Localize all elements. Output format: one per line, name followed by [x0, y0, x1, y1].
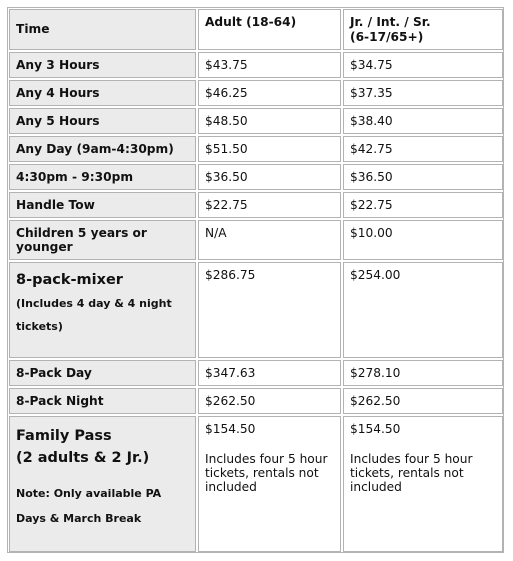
row-label	[9, 108, 196, 134]
adult-price	[198, 52, 341, 78]
header-adult-label: Adult (18-64)	[205, 15, 297, 29]
adult-price	[198, 262, 341, 358]
row-label	[9, 220, 196, 260]
row-label-text: Any 4 Hours	[16, 86, 100, 100]
row-label	[9, 136, 196, 162]
row-label	[9, 416, 196, 552]
adult-price-text: $51.50	[205, 142, 248, 156]
adult-price-text: $36.50	[205, 170, 248, 184]
adult-price	[198, 136, 341, 162]
adult-price-text: $22.75	[205, 198, 248, 212]
row-label-text: Any 3 Hours	[16, 58, 100, 72]
junior-price	[343, 108, 503, 134]
junior-price-text: $254.00	[350, 268, 401, 282]
junior-price	[343, 164, 503, 190]
row-label-text: Any 5 Hours	[16, 114, 100, 128]
row-label	[9, 80, 196, 106]
header-time	[9, 9, 196, 50]
row-label	[9, 360, 196, 386]
junior-price	[343, 220, 503, 260]
row-label	[9, 52, 196, 78]
junior-price	[343, 388, 503, 414]
adult-price	[198, 164, 341, 190]
header-junior	[343, 9, 503, 50]
row-label-text: Family Pass	[16, 428, 112, 444]
junior-price-text: $42.75	[350, 142, 393, 156]
adult-price-text: $262.50	[205, 394, 256, 408]
adult-price-text: $154.50	[205, 422, 256, 436]
junior-price-text: $262.50	[350, 394, 401, 408]
adult-price-detail: Includes four 5 hour tickets, rentals not included	[205, 452, 328, 494]
ticket-price-table	[7, 7, 504, 553]
junior-price-text: $278.10	[350, 366, 401, 380]
junior-price-text: $154.50	[350, 422, 401, 436]
junior-price	[343, 80, 503, 106]
adult-price	[198, 388, 341, 414]
header-adult	[198, 9, 341, 50]
header-junior-line2: (6-17/65+)	[350, 30, 424, 44]
adult-price-text: $43.75	[205, 58, 248, 72]
row-label-text: Any Day (9am-4:30pm)	[16, 142, 174, 156]
row-label-text: 8-Pack Day	[16, 366, 92, 380]
adult-price	[198, 220, 341, 260]
row-label-text: Handle Tow	[16, 198, 95, 212]
junior-price	[343, 262, 503, 358]
adult-price	[198, 80, 341, 106]
junior-price-text: $34.75	[350, 58, 393, 72]
junior-price-text: $37.35	[350, 86, 393, 100]
row-label-text: 8-Pack Night	[16, 394, 104, 408]
junior-price	[343, 416, 503, 552]
adult-price-text: $286.75	[205, 268, 256, 282]
row-label	[9, 388, 196, 414]
row-label-line2: (2 adults & 2 Jr.)	[16, 450, 150, 466]
row-label	[9, 164, 196, 190]
row-label	[9, 192, 196, 218]
junior-price-text: $38.40	[350, 114, 393, 128]
row-label	[9, 262, 196, 358]
adult-price-text: $48.50	[205, 114, 248, 128]
adult-price-text: N/A	[205, 226, 227, 240]
junior-price-detail: Includes four 5 hour tickets, rentals not included	[350, 452, 473, 494]
adult-price	[198, 108, 341, 134]
adult-price	[198, 360, 341, 386]
adult-price	[198, 416, 341, 552]
junior-price	[343, 52, 503, 78]
row-label-text: 4:30pm - 9:30pm	[16, 170, 134, 184]
row-sublabel: (Includes 4 day & 4 night tickets)	[16, 297, 172, 333]
junior-price-text: $36.50	[350, 170, 393, 184]
junior-price-text: $22.75	[350, 198, 393, 212]
adult-price-text: $46.25	[205, 86, 248, 100]
header-junior-line1: Jr. / Int. / Sr.	[350, 15, 431, 29]
junior-price-text: $10.00	[350, 226, 393, 240]
adult-price-text: $347.63	[205, 366, 256, 380]
header-time-label: Time	[16, 22, 50, 36]
adult-price	[198, 192, 341, 218]
row-label-text: Children 5 years or younger	[16, 226, 147, 254]
junior-price	[343, 136, 503, 162]
row-note: Note: Only available PA Days & March Break	[16, 487, 162, 525]
junior-price	[343, 192, 503, 218]
junior-price	[343, 360, 503, 386]
row-label-text: 8-pack-mixer	[16, 272, 123, 288]
